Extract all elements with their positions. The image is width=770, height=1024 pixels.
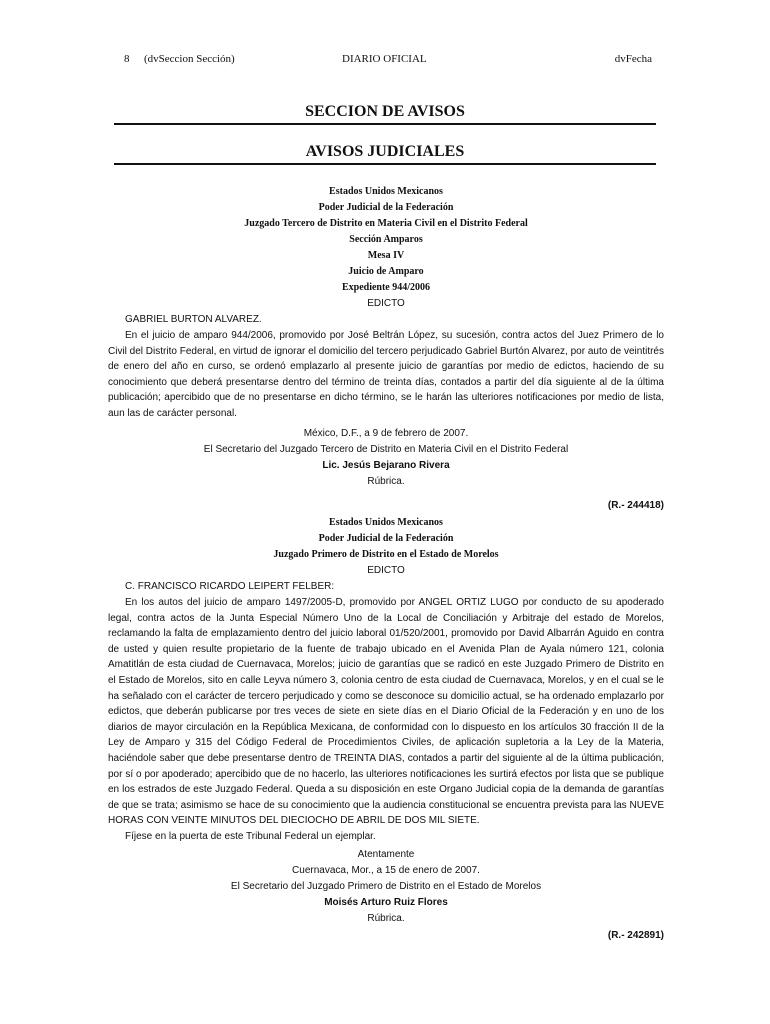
- header-date: dvFecha: [614, 53, 652, 65]
- notice-body-extra: Fíjese en la puerta de este Tribunal Federal un ejemplar.: [125, 830, 376, 842]
- notice-heading-line: Juzgado Tercero de Distrito en Materia Civil en el Distrito Federal: [244, 218, 528, 229]
- place-date: Cuernavaca, Mor., a 15 de enero de 2007.: [292, 864, 480, 876]
- notice-heading-line: Estados Unidos Mexicanos: [329, 186, 443, 197]
- signer-name: Moisés Arturo Ruiz Flores: [324, 896, 448, 908]
- addressee: C. FRANCISCO RICARDO LEIPERT FELBER:: [125, 581, 335, 592]
- closing: Atentamente: [357, 848, 415, 860]
- addressee: GABRIEL BURTON ALVAREZ.: [125, 314, 262, 325]
- notice-body: En el juicio de amparo 944/2006, promovido por José Beltrán López, su sucesión, contra actos del Juez Primero de lo Civil del Distrito Federal, en virtud de ignorar el domicilio del tercero perjudicado Gabriel Burtón Alvarez, por auto de veintitrés de enero del año en curso, se ordenó emplazarlo al presente juicio de garantías por medio de edictos, haciendo de su conocimiento que deberá presentarse dentro del término de treinta días, contados a partir del día siguiente al de la última publicación; apercibido que de no presentarse en dicho término, se le harán las ulteriores notificaciones por medio de lista, aun las de carácter personal.: [108, 330, 664, 419]
- place-date: México, D.F., a 9 de febrero de 2007.: [303, 427, 469, 439]
- notice-heading-line: Mesa IV: [367, 250, 405, 261]
- signer-name: Lic. Jesús Bejarano Rivera: [322, 459, 450, 471]
- notice-heading-line: Juzgado Primero de Distrito en el Estado de Morelos: [273, 549, 499, 560]
- page-header: [124, 53, 652, 69]
- signer-title: El Secretario del Juzgado Primero de Distrito en el Estado de Morelos: [230, 880, 542, 892]
- notice-heading-line: Expediente 944/2006: [341, 282, 431, 293]
- section-title: SECCION DE AVISOS: [305, 103, 465, 120]
- reference-number: (R.- 242891): [607, 930, 664, 941]
- notice-heading-line: Poder Judicial de la Federación: [318, 533, 454, 544]
- subsection-rule: [114, 163, 656, 165]
- section-rule: [114, 123, 656, 125]
- edicto-label: EDICTO: [367, 565, 405, 576]
- notice-heading-line: Sección Amparos: [349, 234, 423, 245]
- rubrica: Rúbrica.: [367, 912, 405, 924]
- notice-2: [108, 515, 664, 927]
- subsection-title: AVISOS JUDICIALES: [305, 143, 465, 160]
- page-number: 8: [124, 53, 130, 65]
- notice-heading-line: Juicio de Amparo: [348, 266, 424, 277]
- notice-heading-line: Poder Judicial de la Federación: [318, 202, 454, 213]
- edicto-label: EDICTO: [367, 298, 405, 309]
- section-label: (dvSeccion Sección): [144, 53, 235, 65]
- rubrica: Rúbrica.: [367, 475, 405, 487]
- notice-body: En los autos del juicio de amparo 1497/2005-D, promovido por ANGEL ORTIZ LUGO por conducto de su apoderado legal, contra actos de la Junta Especial Número Uno de la Local de Conciliación y Arbitraje del estado de Morelos, reclamando la falta de emplazamiento dentro del juicio laboral 01/520/2001, promovido por David Albarrán Aguido en contra de usted y quien resulte propietario de la fuente de trabajo ubicado en el Avenida Plan de Ayala número 121, colonia Amatitlán de esta ciudad de Cuernavaca, Morelos; juicio de garantías que se radicó en este Juzgado Primero de Distrito en el Estado de Morelos, sito en calle Leyva número 3, colonia centro de esta ciudad de Cuernavaca, Morelos, y en el cual se le ha señalado con el carácter de tercero perjudicado y como se desconoce su domicilio actual, se ha ordenado emplazarlo por edictos, que deberán publicarse por tres veces de siete en siete días en el Diario Oficial de la Federación y en uno de los diarios de mayor circulación en la República Mexicana, de conformidad con lo dispuesto en los artículos 30 fracción II de la Ley de Amparo y 315 del Código Federal de Procedimientos Civiles, de aplicación supletoria a la Ley de la Materia, haciéndole saber que debe presentarse dentro de TREINTA DIAS, contados a partir del siguiente al de la última publicación, por sí o por apoderado; apercibido que de no hacerlo, las ulteriores notificaciones les surtirá efectos por lista que se publique en los estrados de este Juzgado Federal. Queda a su disposición en este Organo Judicial copia de la demanda de garantías de que se trata; asimismo se hace de su conocimiento que la audiencia constitucional se encuentra prevista para las NUEVE HORAS CON VEINTE MINUTOS DEL DIECIOCHO DE ABRIL DE DOS MIL SIETE.: [108, 597, 664, 827]
- signer-title: El Secretario del Juzgado Tercero de Distrito en Materia Civil en el Distrito Federal: [203, 443, 569, 455]
- notice-heading-line: Estados Unidos Mexicanos: [329, 517, 443, 528]
- notice-1: [108, 184, 664, 490]
- journal-name: DIARIO OFICIAL: [342, 53, 427, 65]
- reference-number: (R.- 244418): [607, 500, 664, 511]
